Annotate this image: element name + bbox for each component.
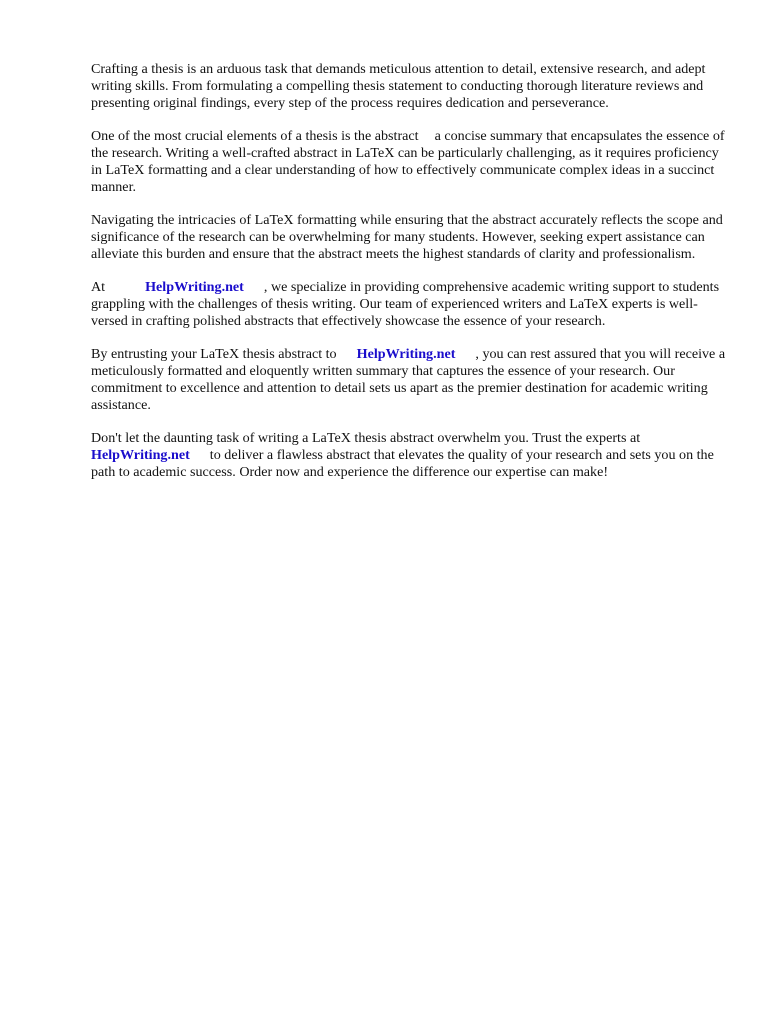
- paragraph-entrusting-text-end: , you can rest assured that you will receive a meticulously formatted and eloquently written summary that captures the essence of your research. Our commitment to excellence and attention to detail sets us apart as the premier destination for academic writing assistance.: [91, 346, 726, 413]
- helpwriting-link-2[interactable]: HelpWriting.net: [356, 346, 456, 362]
- helpwriting-link-1[interactable]: HelpWriting.net: [145, 279, 244, 295]
- paragraph-entrusting-text-start: By entrusting your LaTeX thesis abstract to: [91, 346, 337, 362]
- paragraph-at-helpwriting: [91, 279, 728, 330]
- paragraph-abstract-text-end: a concise summary that encapsulates the essence of the research. Writing a well-crafted abstract in LaTeX can be particularly challenging, as it requires proficiency in LaTeX formatting and a clear understanding of how to effectively communicate complex ideas in a succinct manner.: [91, 128, 725, 195]
- paragraph-intro-text: Crafting a thesis is an arduous task that demands meticulous attention to detail, extensive research, and adept writing skills. From formulating a compelling thesis statement to conducting thorough literature reviews and presenting original findings, every step of the process requires dedication and perseverance.: [91, 61, 706, 111]
- paragraph-intro: [91, 61, 728, 112]
- paragraph-call-to-action: [91, 430, 728, 481]
- paragraph-latex-formatting: [91, 212, 728, 263]
- paragraph-at-helpwriting-text-end: , we specialize in providing comprehensive academic writing support to students grappling with the challenges of thesis writing. Our team of experienced writers and LaTeX experts is well-versed in crafting polished abstracts that effectively showcase the essence of your research.: [91, 279, 720, 329]
- paragraph-abstract-text-start: One of the most crucial elements of a thesis is the abstract: [91, 128, 419, 144]
- paragraph-entrusting: [91, 346, 728, 414]
- paragraph-latex-formatting-text: Navigating the intricacies of LaTeX formatting while ensuring that the abstract accurately reflects the scope and significance of the research can be overwhelming for many students. However, seeking expert assistance can alleviate this burden and ensure that the abstract meets the highest standards of clarity and professionalism.: [91, 212, 723, 262]
- paragraph-call-to-action-text-end: to deliver a flawless abstract that elevates the quality of your research and sets you on the path to academic success. Order now and experience the difference our expertise can make!: [91, 447, 714, 480]
- paragraph-abstract: [91, 128, 728, 196]
- document-body: [91, 61, 728, 497]
- helpwriting-link-3[interactable]: HelpWriting.net: [91, 447, 190, 463]
- paragraph-at-helpwriting-text-start: At: [91, 279, 106, 295]
- paragraph-call-to-action-text-start: Don't let the daunting task of writing a LaTeX thesis abstract overwhelm you. Trust the experts at: [91, 430, 641, 446]
